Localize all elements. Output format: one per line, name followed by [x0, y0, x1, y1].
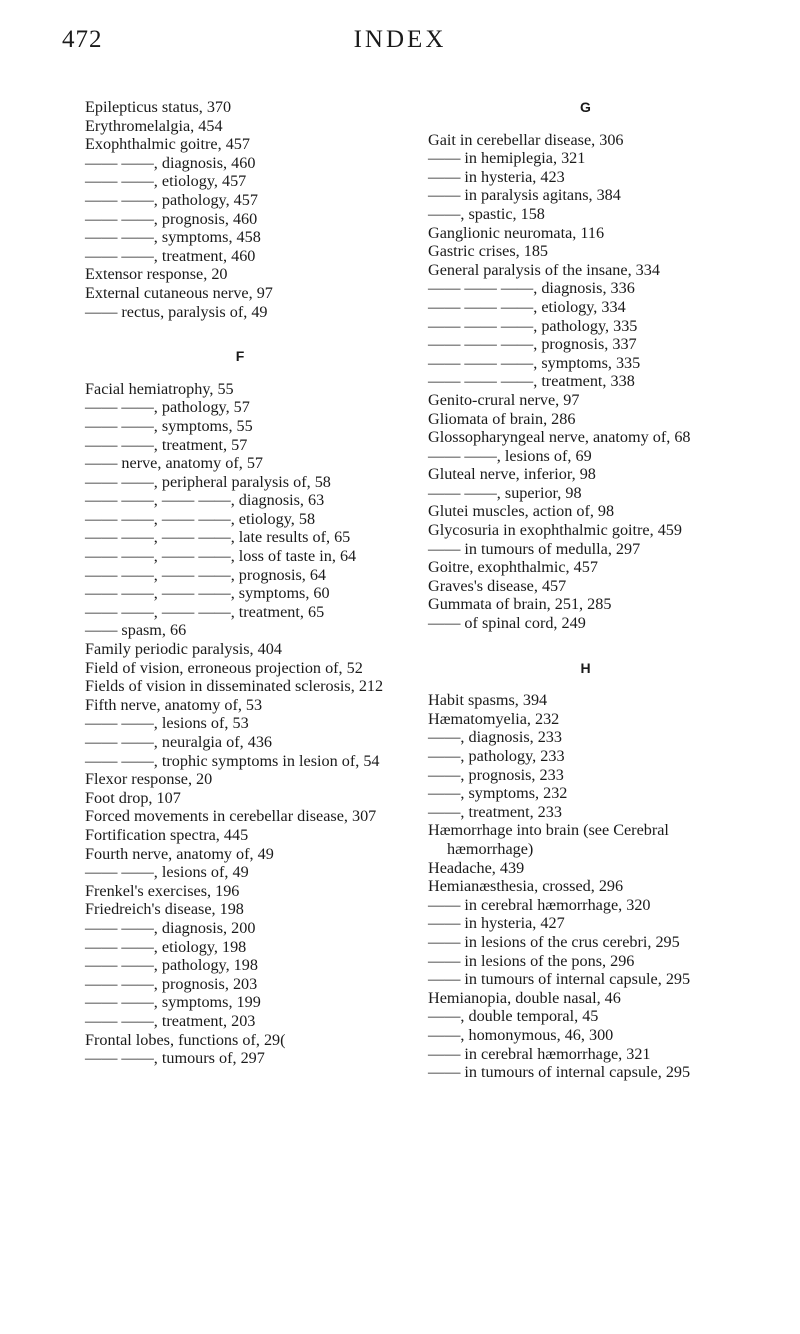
index-entry: —— —— ——, treatment, 338 — [428, 372, 635, 391]
index-entry: —— ——, neuralgia of, 436 — [85, 733, 273, 751]
index-entry: ——, prognosis, 233 — [428, 765, 564, 784]
index-entry: —— in tumours of internal capsule, 295 — [428, 1063, 691, 1082]
index-entry: Fields of vision in disseminated sclerosis, 212 — [85, 677, 384, 696]
index-entry: Glossopharyngeal nerve, anatomy of, 68 — [428, 428, 691, 447]
index-entry: —— ——, treatment, 57 — [85, 435, 248, 454]
index-entry: —— in lesions of the crus cerebri, 295 — [428, 932, 680, 951]
index-entry: —— ——, symptoms, 55 — [85, 416, 253, 435]
page-number: 472 — [62, 26, 103, 53]
index-entry: Ganglionic neuromata, 116 — [428, 223, 605, 242]
index-entry: —— ——, lesions of, 49 — [85, 863, 249, 882]
index-entry: Gastric crises, 185 — [428, 242, 549, 261]
index-entry: —— rectus, paralysis of, 49 — [85, 302, 268, 321]
index-entry: Glutei muscles, action of, 98 — [428, 502, 615, 521]
index-entry: —— spasm, 66 — [85, 621, 187, 640]
index-entry: ——, diagnosis, 233 — [428, 728, 562, 747]
index-entry: —— in tumours of internal capsule, 295 — [428, 970, 691, 989]
index-entry: Frontal lobes, functions of, 29( — [85, 1030, 286, 1049]
index-entry: —— —— ——, prognosis, 337 — [428, 335, 637, 354]
index-entry: Hemianopia, double nasal, 46 — [428, 988, 621, 1007]
index-entry: Gummata of brain, 251, 285 — [428, 595, 612, 614]
index-entry: —— ——, etiology, 457 — [85, 172, 247, 191]
index-column-left — [85, 98, 395, 1068]
index-entry: Genito-crural nerve, 97 — [428, 390, 580, 409]
index-entry: —— ——, pathology, 57 — [85, 398, 250, 417]
index-entry: General paralysis of the insane, 334 — [428, 260, 660, 279]
index-entry: Field of vision, erroneous projection of, 52 — [85, 658, 363, 677]
index-entry: Epilepticus status, 370 — [85, 98, 232, 116]
index-entry: —— in cerebral hæmorrhage, 320 — [428, 895, 651, 914]
index-entry: Habit spasms, 394 — [428, 691, 548, 710]
index-entry: —— ——, etiology, 198 — [85, 937, 247, 956]
index-entry: ——, homonymous, 46, 300 — [428, 1025, 614, 1044]
index-entry: —— of spinal cord, 249 — [428, 614, 586, 633]
index-entry: —— ——, lesions of, 69 — [428, 446, 592, 465]
index-entry: Hemianæsthesia, crossed, 296 — [428, 877, 624, 896]
index-entry: ——, pathology, 233 — [428, 747, 565, 765]
section-letter: G — [580, 99, 591, 115]
index-entry: —— in hemiplegia, 321 — [428, 149, 586, 168]
index-entry: ——, treatment, 233 — [428, 802, 562, 821]
index-entry: Erythromelalgia, 454 — [85, 116, 223, 135]
section-letter: F — [235, 348, 245, 365]
index-entry: Fortification spectra, 445 — [85, 825, 249, 844]
index-entry: —— ——, prognosis, 203 — [85, 974, 258, 993]
index-entry: —— in paralysis agitans, 384 — [428, 186, 621, 205]
index-entry: —— ——, pathology, 457 — [85, 190, 258, 209]
index-entry: —— in tumours of medulla, 297 — [428, 539, 641, 558]
index-entry: Flexor response, 20 — [85, 770, 213, 789]
index-entry: —— ——, treatment, 203 — [85, 1011, 256, 1030]
running-title: INDEX — [353, 26, 447, 53]
index-entry: Headache, 439 — [428, 858, 525, 877]
index-entry: Gait in cerebellar disease, 306 — [428, 130, 624, 149]
index-entry: Forced movements in cerebellar disease, 307 — [85, 807, 377, 826]
index-entry: —— ——, symptoms, 458 — [85, 228, 261, 247]
index-entry: —— in lesions of the pons, 296 — [428, 951, 635, 970]
index-entry: Foot drop, 107 — [85, 788, 181, 807]
index-entry: Glycosuria in exophthalmic goitre, 459 — [428, 521, 682, 540]
index-entry: Friedreich's disease, 198 — [85, 900, 244, 919]
index-entry: Extensor response, 20 — [85, 265, 228, 284]
index-column-right — [428, 98, 743, 1082]
index-entry: External cutaneous nerve, 97 — [85, 283, 273, 302]
index-entry: Hæmorrhage into brain (see Cerebral hæmorrhage) — [428, 821, 669, 858]
index-entry: —— ——, tumours of, 297 — [85, 1049, 265, 1068]
index-entry: Fourth nerve, anatomy of, 49 — [85, 844, 274, 863]
index-entry: Fifth nerve, anatomy of, 53 — [85, 695, 263, 714]
index-entry: ——, spastic, 158 — [428, 204, 545, 223]
index-entry: —— —— ——, symptoms, 335 — [428, 353, 641, 372]
index-entry: Family periodic paralysis, 404 — [85, 640, 282, 659]
index-entry: —— nerve, anatomy of, 57 — [85, 454, 264, 473]
index-entry: —— ——, —— ——, loss of taste in, 64 — [85, 547, 357, 566]
index-entry: —— —— ——, diagnosis, 336 — [428, 279, 635, 298]
index-entry: —— ——, pathology, 198 — [85, 956, 258, 975]
index-entry: —— ——, lesions of, 53 — [85, 714, 249, 733]
index-entry: Goitre, exophthalmic, 457 — [428, 558, 598, 577]
index-entry: Hæmatomyelia, 232 — [428, 709, 560, 728]
index-entry: —— ——, —— ——, late results of, 65 — [85, 528, 351, 547]
index-entry: ——, double temporal, 45 — [428, 1007, 599, 1026]
index-entry: —— ——, trophic symptoms in lesion of, 54 — [85, 751, 380, 770]
index-entry: —— in cerebral hæmorrhage, 321 — [428, 1044, 651, 1063]
index-entry: Graves's disease, 457 — [428, 576, 567, 595]
index-entry: —— ——, —— ——, diagnosis, 63 — [85, 491, 325, 510]
index-entry: Frenkel's exercises, 196 — [85, 881, 240, 900]
section-letter: H — [580, 659, 591, 676]
index-entry: —— ——, —— ——, etiology, 58 — [85, 509, 316, 528]
index-entry: —— ——, peripheral paralysis of, 58 — [85, 472, 331, 491]
index-entry: —— ——, diagnosis, 460 — [85, 153, 256, 172]
page-header — [0, 20, 800, 60]
index-entry: —— ——, superior, 98 — [428, 483, 582, 502]
index-entry: —— ——, —— ——, symptoms, 60 — [85, 584, 330, 603]
index-entry: —— ——, diagnosis, 200 — [85, 918, 256, 937]
index-entry: —— ——, symptoms, 199 — [85, 993, 261, 1012]
index-entry: —— ——, treatment, 460 — [85, 246, 256, 265]
index-entry: —— ——, —— ——, treatment, 65 — [85, 602, 325, 621]
index-entry: Gluteal nerve, inferior, 98 — [428, 465, 596, 484]
index-entry: —— —— ——, pathology, 335 — [428, 316, 638, 335]
index-entry: Gliomata of brain, 286 — [428, 409, 576, 428]
index-entry: —— —— ——, etiology, 334 — [428, 297, 626, 316]
index-entry: —— ——, prognosis, 460 — [85, 209, 258, 228]
index-entry: —— in hysteria, 427 — [428, 914, 565, 933]
index-entry: —— in hysteria, 423 — [428, 167, 565, 186]
index-entry: Exophthalmic goitre, 457 — [85, 135, 250, 154]
index-entry: —— ——, —— ——, prognosis, 64 — [85, 565, 327, 584]
index-entry: ——, symptoms, 232 — [428, 784, 568, 803]
index-entry: Facial hemiatrophy, 55 — [85, 379, 234, 398]
